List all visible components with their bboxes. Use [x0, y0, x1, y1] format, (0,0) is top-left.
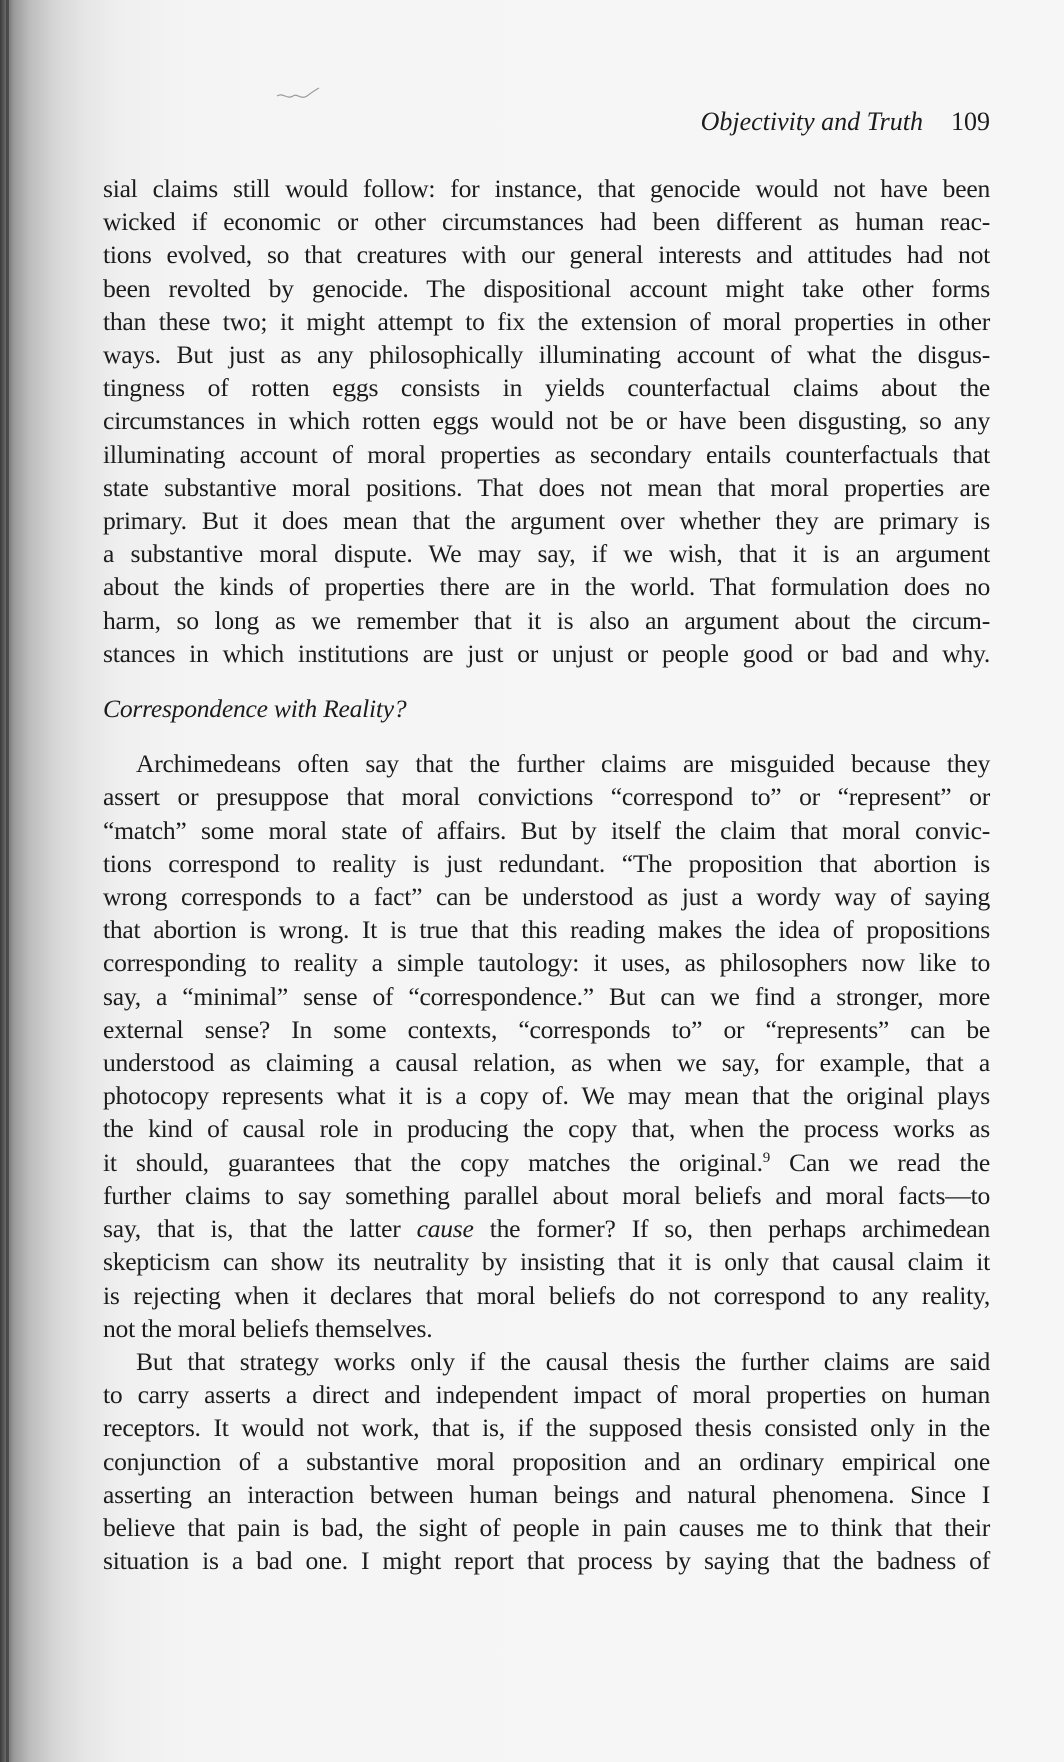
text-line: a substantive moral dispute. We may say, if we wish, that it is an argument — [103, 539, 990, 569]
text-fragment: Can we read the — [770, 1147, 990, 1177]
text-line: illuminating account of moral properties as secondary entails counterfactuals that — [103, 439, 990, 469]
page-number: 109 — [951, 107, 990, 136]
text-line: wrong corresponds to a fact” can be understood as just a wordy way of saying — [103, 882, 990, 912]
text-line: asserting an interaction between human beings and natural phenomena. Since I — [103, 1479, 990, 1509]
text-line: receptors. It would not work, that is, if the supposed thesis consisted only in the — [103, 1413, 990, 1443]
text-line: external sense? In some contexts, “corresponds to” or “represents” can be — [103, 1014, 990, 1044]
text-line: been revolted by genocide. The dispositional account might take other forms — [103, 273, 990, 303]
book-gutter-shadow — [6, 0, 9, 1762]
text-line: circumstances in which rotten eggs would not be or have been disgusting, so any — [103, 406, 990, 436]
text-line: to carry asserts a direct and independent impact of moral properties on human — [103, 1380, 990, 1410]
text-line — [103, 1212, 990, 1245]
text-line: believe that pain is bad, the sight of people in pain causes me to think that their — [103, 1512, 990, 1542]
paragraph — [103, 1345, 990, 1577]
text-line: “match” some moral state of affairs. But by itself the claim that moral convic- — [103, 815, 990, 845]
text-line: say, a “minimal” sense of “correspondence.” But can we find a stronger, more — [103, 981, 990, 1011]
paragraph — [103, 747, 990, 1345]
running-head — [560, 107, 990, 141]
text-line: than these two; it might attempt to fix the extension of moral properties in other — [103, 306, 990, 336]
text-line: tions evolved, so that creatures with our general interests and attitudes had not — [103, 240, 990, 270]
body-text — [103, 172, 990, 1577]
chapter-title: Objectivity and Truth — [700, 107, 923, 136]
text-line: Archimedeans often say that the further claims are misguided because they — [136, 749, 990, 779]
text-line: harm, so long as we remember that it is also an argument about the circum- — [103, 605, 990, 635]
text-line — [103, 1146, 990, 1179]
text-line: that abortion is wrong. It is true that this reading makes the idea of propositions — [103, 915, 990, 945]
text-line: corresponding to reality a simple tautology: it uses, as philosophers now like to — [103, 948, 990, 978]
text-line: further claims to say something parallel about moral beliefs and moral facts—to — [103, 1180, 990, 1210]
text-line: assert or presuppose that moral convictions “correspond to” or “represent” or — [103, 782, 990, 812]
section-heading: Correspondence with Reality? — [103, 694, 407, 724]
text-fragment: say, that is, that the latter — [103, 1214, 417, 1244]
paragraph-continued — [103, 172, 990, 670]
text-line: stances in which institutions are just or unjust or people good or bad and why. — [103, 638, 990, 668]
text-line: photocopy represents what it is a copy of. We may mean that the original plays — [103, 1081, 990, 1111]
text-line: the kind of causal role in producing the copy that, when the process works as — [103, 1114, 990, 1144]
text-line: is rejecting when it declares that moral beliefs do not correspond to any reality, — [103, 1280, 990, 1310]
text-fragment: the former? If so, then perhaps archimedean — [473, 1214, 991, 1244]
text-line: tingness of rotten eggs consists in yields counterfactual claims about the — [103, 373, 990, 403]
text-fragment: it should, guarantees that the copy matches the original. — [103, 1147, 763, 1177]
pencil-mark-icon — [275, 84, 325, 104]
text-line: primary. But it does mean that the argument over whether they are primary is — [103, 506, 990, 536]
emphasized-word: cause — [416, 1214, 474, 1244]
text-line: skepticism can show its neutrality by insisting that it is only that causal claim it — [103, 1247, 990, 1277]
text-line: But that strategy works only if the causal thesis the further claims are said — [136, 1346, 990, 1376]
text-line: conjunction of a substantive moral proposition and an ordinary empirical one — [103, 1446, 990, 1476]
footnote-marker[interactable]: 9 — [762, 1149, 771, 1166]
text-line: about the kinds of properties there are in the world. That formulation does no — [103, 572, 990, 602]
text-line: tions correspond to reality is just redundant. “The proposition that abortion is — [103, 848, 990, 878]
text-line: understood as claiming a causal relation, as when we say, for example, that a — [103, 1048, 990, 1078]
text-line: ways. But just as any philosophically illuminating account of what the disgus- — [103, 340, 990, 370]
text-line: state substantive moral positions. That does not mean that moral properties are — [103, 472, 990, 502]
text-line: not the moral beliefs themselves. — [103, 1313, 433, 1343]
text-line: situation is a bad one. I might report that process by saying that the badness of — [103, 1546, 990, 1576]
text-line: sial claims still would follow: for instance, that genocide would not have been — [103, 174, 990, 203]
text-line: wicked if economic or other circumstances had been different as human reac- — [103, 207, 990, 237]
